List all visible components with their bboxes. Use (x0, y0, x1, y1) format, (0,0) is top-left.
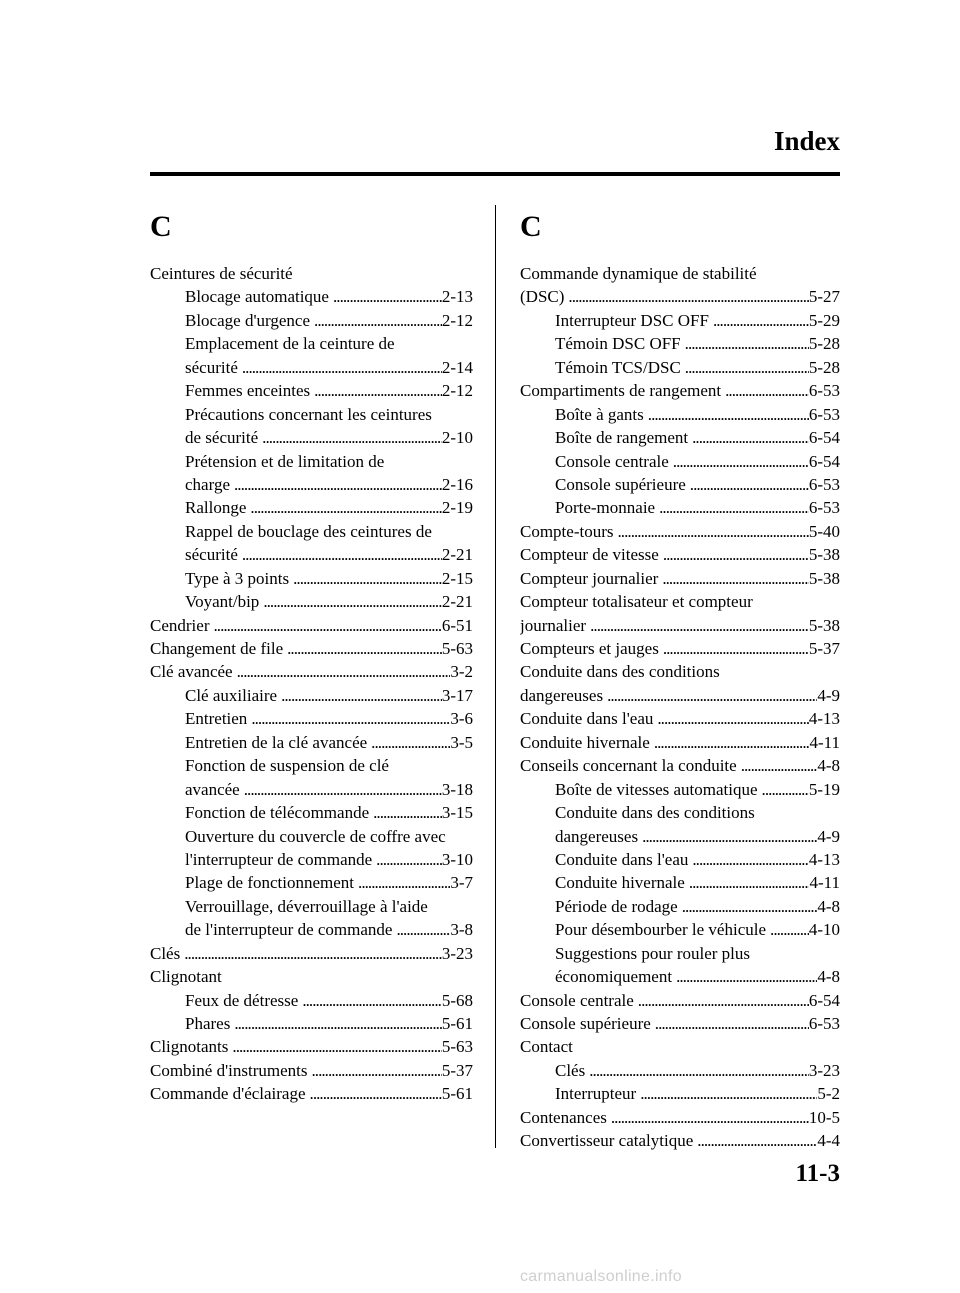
watermark: carmanualsonline.info (520, 1268, 682, 1285)
index-entry (150, 825, 473, 848)
entry-page-ref: 3-6 (450, 709, 473, 729)
index-entry (520, 356, 840, 379)
entry-text: Porte-monnaie (555, 498, 656, 518)
dot-leader (258, 426, 442, 449)
entry-text: Clés (555, 1060, 586, 1080)
dot-leader (289, 567, 442, 590)
entry-page-ref: 6-54 (808, 428, 840, 448)
index-entry (150, 309, 473, 332)
dot-leader (636, 1082, 817, 1105)
entry-page-ref: 2-12 (441, 381, 473, 401)
entry-text: Fonction de télécommande (185, 803, 370, 823)
dot-leader (688, 426, 809, 449)
entry-text: Clé avancée (150, 662, 233, 682)
entry-page-ref: 5-68 (441, 990, 473, 1010)
index-entry (150, 426, 473, 449)
index-column-right (520, 210, 840, 1153)
index-entry (520, 707, 840, 730)
entry-text: Conduite hivernale (520, 732, 650, 752)
index-entry (150, 1012, 473, 1035)
entry-text: Conduite dans l'eau (555, 849, 689, 869)
index-entry (150, 1035, 473, 1058)
entry-page-ref: 5-61 (441, 1014, 473, 1033)
entry-page-ref: 6-53 (808, 498, 840, 518)
index-entry (150, 450, 473, 473)
dot-leader (246, 496, 441, 519)
entry-text: Ceintures de sécurité (150, 264, 293, 283)
dot-leader (638, 825, 817, 848)
dot-leader (737, 754, 818, 777)
entry-page-ref: 2-13 (441, 287, 473, 307)
entry-text: Combiné d'instruments (150, 1060, 308, 1080)
entry-page-ref: 3-18 (441, 779, 473, 799)
entry-page-ref: 6-51 (441, 615, 473, 635)
index-entry (520, 309, 840, 332)
dot-leader (653, 707, 808, 730)
header-title: Index (773, 126, 840, 156)
entry-page-ref: 5-38 (808, 615, 840, 635)
entry-page-ref: 6-54 (808, 990, 840, 1010)
index-entry (520, 871, 840, 894)
index-entry (150, 543, 473, 566)
dot-leader (586, 614, 809, 637)
entry-text: Entretien de la clé avancée (185, 732, 368, 752)
dot-leader (721, 379, 809, 402)
entry-text: Compteur totalisateur et compteur (520, 592, 753, 612)
dot-leader (659, 637, 809, 660)
entry-text: Interrupteur (555, 1084, 637, 1104)
entry-text: Phares (185, 1014, 231, 1033)
entry-page-ref: 6-53 (808, 1014, 840, 1033)
index-entry (520, 496, 840, 519)
index-entry (520, 778, 840, 801)
entry-text: Conseils concernant la conduite (520, 756, 737, 776)
entry-page-ref: 4-13 (808, 849, 840, 869)
dot-leader (277, 684, 442, 707)
index-entry (150, 1059, 473, 1082)
index-entry (150, 918, 473, 941)
entry-text: Commande d'éclairage (150, 1084, 306, 1104)
entry-page-ref: 5-63 (441, 1037, 473, 1057)
entry-page-ref: 10-5 (808, 1107, 840, 1127)
index-entry (520, 543, 840, 566)
index-entry (150, 1082, 473, 1105)
entry-text: Cendrier (150, 615, 210, 635)
entry-page-ref: 5-2 (817, 1084, 840, 1104)
entry-page-ref: 4-8 (817, 896, 840, 916)
dot-leader (283, 637, 442, 660)
dot-leader (709, 309, 809, 332)
dot-leader (644, 403, 809, 426)
entry-page-ref: 5-38 (808, 545, 840, 565)
index-entry (150, 942, 473, 965)
dot-leader (230, 1012, 442, 1035)
entry-text: économiquement (555, 967, 673, 987)
index-entry (520, 754, 840, 777)
dot-leader (681, 356, 809, 379)
dot-leader (238, 543, 442, 566)
index-entry (520, 614, 840, 637)
entry-page-ref: 2-12 (441, 310, 473, 330)
index-entry (520, 567, 840, 590)
index-entry (520, 848, 840, 871)
index-entry (520, 590, 840, 613)
dot-leader (564, 285, 808, 308)
dot-leader (233, 660, 451, 683)
index-entry (150, 496, 473, 519)
index-entry (150, 778, 473, 801)
entry-text: (DSC) (520, 287, 565, 307)
index-entry (150, 707, 473, 730)
entry-text: Rappel de bouclage des ceintures de (185, 521, 432, 541)
entry-text: Entretien (185, 709, 248, 729)
entry-text: Précautions concernant les ceintures (185, 404, 432, 424)
index-entry (150, 614, 473, 637)
dot-leader (655, 496, 809, 519)
dot-leader (650, 731, 810, 754)
dot-leader (369, 801, 442, 824)
dot-leader (669, 450, 809, 473)
entry-text: Boîte de vitesses automatique (555, 779, 758, 799)
entry-text: Ouverture du couvercle de coffre avec (185, 826, 446, 846)
entry-text: Convertisseur catalytique (520, 1131, 694, 1151)
index-entry (520, 426, 840, 449)
entry-page-ref: 5-37 (808, 639, 840, 658)
index-entry (150, 801, 473, 824)
index-entry (520, 379, 840, 402)
entry-page-ref: 3-15 (441, 803, 473, 823)
entry-page-ref: 2-21 (441, 545, 473, 565)
dot-leader (607, 1106, 809, 1129)
index-entry (520, 965, 840, 988)
dot-leader (659, 543, 809, 566)
entry-text: Témoin DSC OFF (555, 334, 681, 354)
dot-leader (230, 473, 442, 496)
index-column-left (150, 210, 473, 1106)
entry-page-ref: 4-8 (817, 967, 840, 987)
entry-page-ref: 6-53 (808, 404, 840, 424)
index-entry (520, 989, 840, 1012)
index-entry (150, 567, 473, 590)
entry-text: Emplacement de la ceinture de (185, 334, 395, 354)
dot-leader (672, 965, 817, 988)
entry-text: l'interrupteur de commande (185, 849, 373, 869)
entry-text: Interrupteur DSC OFF (555, 310, 709, 330)
index-entry (520, 918, 840, 941)
entry-text: Conduite hivernale (555, 873, 685, 893)
entry-page-ref: 4-13 (808, 709, 840, 729)
entry-text: Pour désembourber le véhicule (555, 920, 767, 940)
entry-text: Période de rodage (555, 896, 678, 916)
section-letter: C (150, 210, 172, 243)
entry-text: Clignotant (150, 967, 222, 987)
index-entry (520, 403, 840, 426)
index-entry (150, 590, 473, 613)
entry-page-ref: 2-19 (441, 498, 473, 518)
entry-page-ref: 5-38 (808, 568, 840, 588)
dot-leader (354, 871, 450, 894)
dot-leader (678, 895, 818, 918)
entry-text: Boîte de rangement (555, 428, 689, 448)
index-entry (520, 801, 840, 824)
dot-leader (310, 379, 442, 402)
entry-text: Compte-tours (520, 521, 614, 541)
dot-leader (766, 918, 809, 941)
entry-page-ref: 3-7 (450, 873, 473, 893)
entry-text: Contenances (520, 1107, 607, 1127)
entry-text: Clés (150, 943, 181, 963)
index-entry (520, 825, 840, 848)
entry-page-ref: 3-10 (441, 849, 473, 869)
page-number: 11-3 (795, 1160, 840, 1187)
entry-text: sécurité (185, 545, 238, 565)
index-entry (150, 262, 473, 285)
entry-page-ref: 5-27 (808, 287, 840, 307)
dot-leader (688, 848, 808, 871)
entry-page-ref: 5-61 (441, 1084, 473, 1104)
dot-leader (685, 871, 810, 894)
entry-text: journalier (520, 615, 587, 635)
index-entry (150, 895, 473, 918)
entry-page-ref: 5-63 (441, 639, 473, 658)
entry-page-ref: 3-5 (450, 732, 473, 752)
entry-text: Clignotants (150, 1037, 229, 1057)
entry-page-ref: 5-28 (808, 334, 840, 354)
entry-page-ref: 2-10 (441, 428, 473, 448)
index-entry (520, 1106, 840, 1129)
index-entry (520, 473, 840, 496)
entry-page-ref: 3-2 (450, 662, 473, 682)
section-letter: C (520, 210, 542, 243)
entry-page-ref: 3-17 (441, 685, 473, 705)
dot-leader (329, 285, 442, 308)
dot-leader (307, 1059, 441, 1082)
entry-page-ref: 4-4 (817, 1131, 840, 1151)
entry-text: Conduite dans des conditions (555, 803, 755, 823)
index-entry (520, 660, 840, 683)
index-entry (150, 848, 473, 871)
index-entry (520, 1129, 840, 1152)
entry-text: Console supérieure (555, 474, 686, 494)
entry-text: Console supérieure (520, 1014, 651, 1033)
entry-text: Conduite dans l'eau (520, 709, 654, 729)
entry-text: Femmes enceintes (185, 381, 311, 401)
entry-text: Compteurs et jauges (520, 639, 659, 658)
index-entry (150, 356, 473, 379)
entry-page-ref: 5-28 (808, 357, 840, 377)
index-entry (150, 660, 473, 683)
dot-leader (306, 1082, 442, 1105)
entry-page-ref: 5-40 (808, 521, 840, 541)
entry-page-ref: 2-15 (441, 568, 473, 588)
entry-page-ref: 4-11 (809, 873, 840, 893)
dot-leader (259, 590, 442, 613)
entry-page-ref: 5-29 (808, 310, 840, 330)
entry-list (520, 262, 840, 1153)
index-entry (150, 332, 473, 355)
entry-text: Compartiments de rangement (520, 381, 722, 401)
index-entry (520, 450, 840, 473)
index-entry (150, 637, 473, 660)
index-entry (520, 942, 840, 965)
entry-text: sécurité (185, 357, 238, 377)
entry-text: dangereuses (520, 685, 604, 705)
index-entry (520, 637, 840, 660)
dot-leader (693, 1129, 817, 1152)
entry-text: Rallonge (185, 498, 247, 518)
entry-text: Témoin TCS/DSC (555, 357, 681, 377)
dot-leader (758, 778, 809, 801)
entry-text: Verrouillage, déverrouillage à l'aide (185, 896, 428, 916)
entry-page-ref: 4-8 (817, 756, 840, 776)
dot-leader (310, 309, 442, 332)
index-entry (520, 684, 840, 707)
entry-page-ref: 2-14 (441, 357, 473, 377)
index-entry (520, 520, 840, 543)
entry-page-ref: 3-8 (450, 920, 473, 940)
dot-leader (367, 731, 450, 754)
index-entry (150, 989, 473, 1012)
index-entry (520, 285, 840, 308)
entry-text: Compteur journalier (520, 568, 659, 588)
entry-text: Clé auxiliaire (185, 685, 278, 705)
dot-leader (634, 989, 809, 1012)
dot-leader (240, 778, 442, 801)
index-entry (150, 473, 473, 496)
index-entry (150, 285, 473, 308)
entry-text: Console centrale (520, 990, 634, 1010)
header-rule (150, 172, 840, 176)
entry-text: Changement de file (150, 639, 284, 658)
index-entry (150, 731, 473, 754)
dot-leader (686, 473, 809, 496)
entry-page-ref: 3-23 (808, 1060, 840, 1080)
index-entry (150, 871, 473, 894)
entry-text: Prétension et de limitation de (185, 451, 385, 471)
entry-text: Commande dynamique de stabilité (520, 264, 757, 283)
dot-leader (392, 918, 450, 941)
entry-text: Console centrale (555, 451, 669, 471)
entry-text: dangereuses (555, 826, 639, 846)
dot-leader (298, 989, 442, 1012)
dot-leader (238, 356, 442, 379)
entry-text: Boîte à gants (555, 404, 644, 424)
index-entry (150, 403, 473, 426)
index-entry (150, 520, 473, 543)
index-entry (520, 1012, 840, 1035)
dot-leader (681, 332, 809, 355)
entry-page-ref: 5-19 (808, 779, 840, 799)
entry-page-ref: 4-9 (817, 826, 840, 846)
index-entry (520, 332, 840, 355)
entry-text: Plage de fonctionnement (185, 873, 355, 893)
dot-leader (372, 848, 442, 871)
entry-text: Blocage automatique (185, 287, 329, 307)
dot-leader (658, 567, 809, 590)
entry-text: Type à 3 points (185, 568, 290, 588)
entry-text: avancée (185, 779, 240, 799)
index-entry (150, 965, 473, 988)
dot-leader (614, 520, 809, 543)
entry-page-ref: 2-16 (441, 474, 473, 494)
index-entry (520, 1082, 840, 1105)
dot-leader (651, 1012, 809, 1035)
entry-text: de sécurité (185, 428, 259, 448)
dot-leader (209, 614, 441, 637)
dot-leader (180, 942, 442, 965)
entry-page-ref: 2-21 (441, 592, 473, 612)
index-entry (150, 684, 473, 707)
column-divider (495, 205, 496, 1148)
entry-page-ref: 5-37 (441, 1060, 473, 1080)
entry-page-ref: 6-54 (808, 451, 840, 471)
dot-leader (228, 1035, 441, 1058)
index-entry (150, 379, 473, 402)
dot-leader (247, 707, 450, 730)
dot-leader (585, 1059, 809, 1082)
index-entry (520, 1059, 840, 1082)
entry-text: Blocage d'urgence (185, 310, 311, 330)
entry-text: Compteur de vitesse (520, 545, 659, 565)
index-entry (520, 1035, 840, 1058)
entry-text: de l'interrupteur de commande (185, 920, 393, 940)
entry-list (150, 262, 473, 1106)
entry-page-ref: 4-11 (809, 732, 840, 752)
entry-text: Feux de détresse (185, 990, 299, 1010)
index-entry (520, 262, 840, 285)
entry-text: charge (185, 474, 230, 494)
entry-page-ref: 4-10 (808, 920, 840, 940)
entry-text: Voyant/bip (185, 592, 260, 612)
dot-leader (603, 684, 817, 707)
entry-text: Contact (520, 1037, 573, 1057)
index-entry (520, 895, 840, 918)
entry-text: Suggestions pour rouler plus (555, 943, 751, 963)
index-entry (520, 731, 840, 754)
index-entry (150, 754, 473, 777)
entry-page-ref: 4-9 (817, 685, 840, 705)
entry-page-ref: 6-53 (808, 474, 840, 494)
entry-text: Conduite dans des conditions (520, 662, 720, 682)
entry-page-ref: 6-53 (808, 381, 840, 401)
entry-text: Fonction de suspension de clé (185, 756, 389, 776)
entry-page-ref: 3-23 (441, 943, 473, 963)
